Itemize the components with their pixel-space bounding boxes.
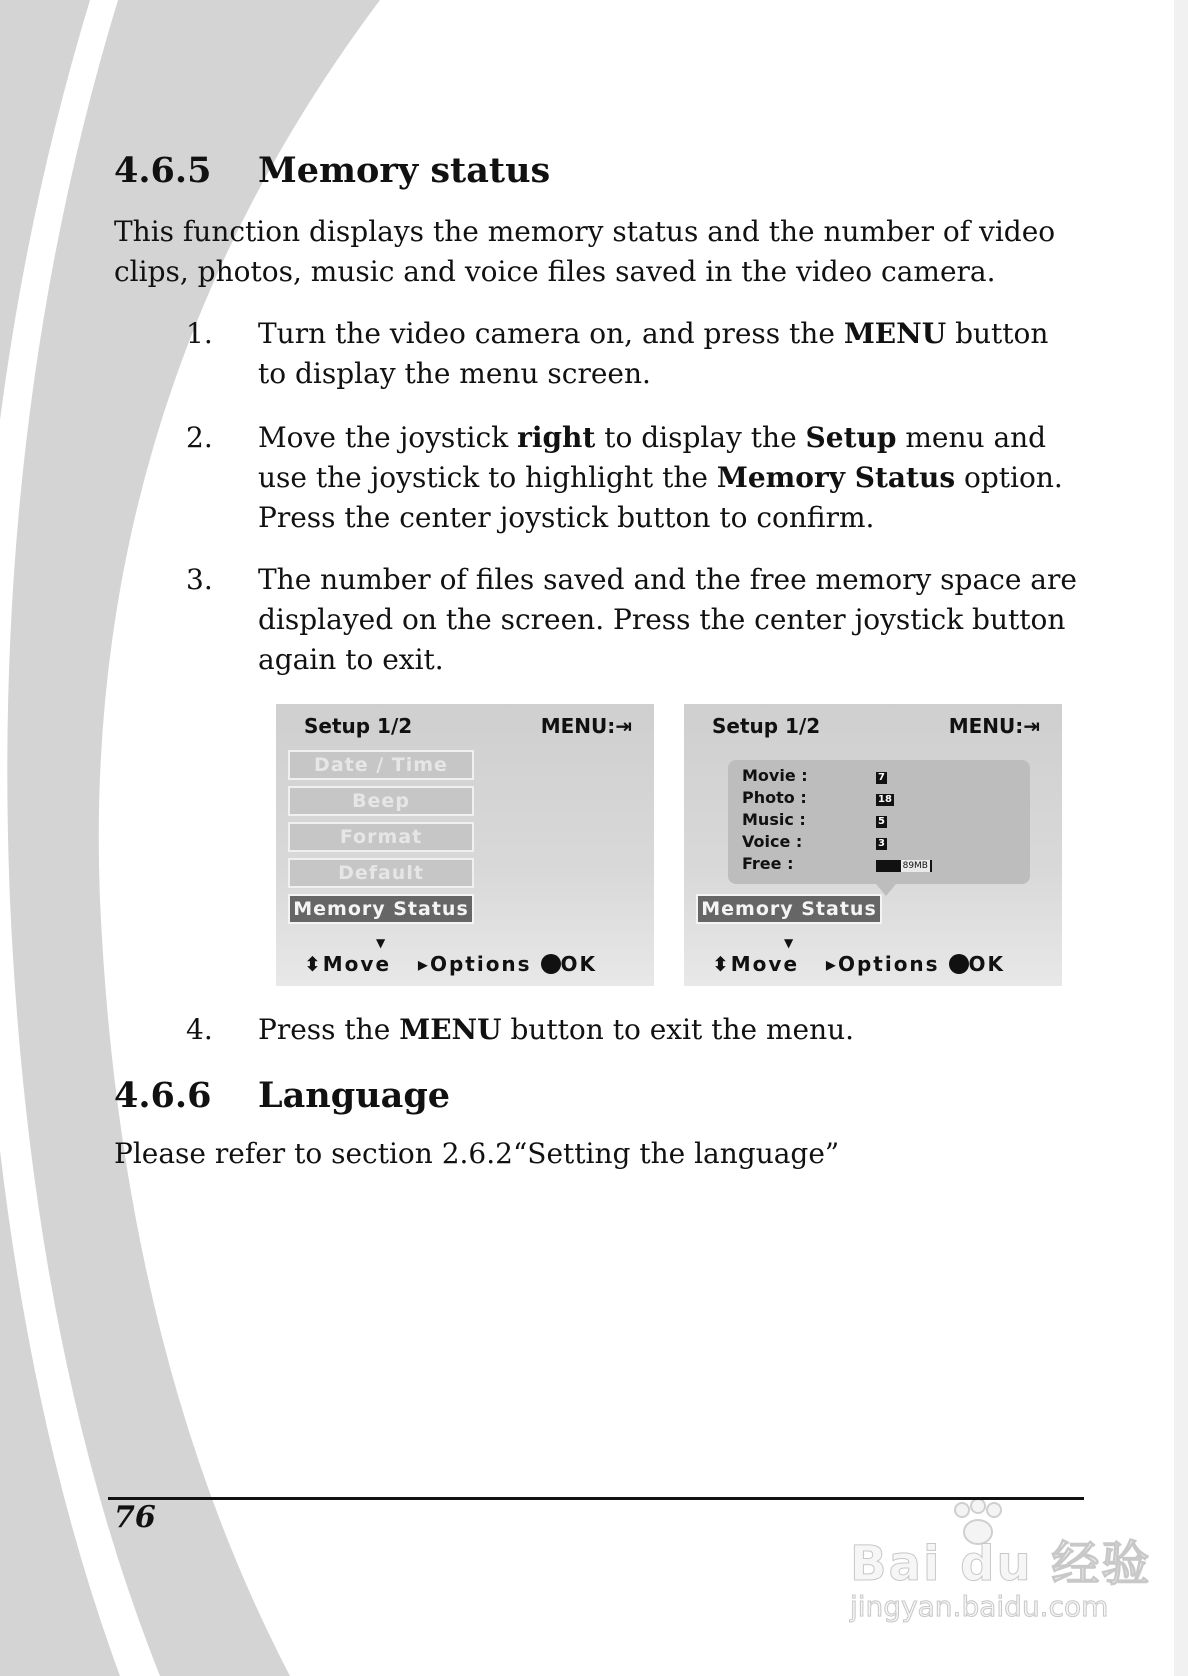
- language-paragraph: Please refer to section 2.6.2“Setting the language”: [114, 1137, 840, 1170]
- menu-item-date-time[interactable]: Date / Time: [288, 750, 474, 780]
- step-text: The number of files saved and the free memory space are displayed on the screen. Press the center joystick button again to exit.: [258, 563, 1077, 676]
- step-number: 4.: [186, 1013, 213, 1046]
- free-space-value: 89MB: [902, 861, 928, 871]
- music-count: 5: [878, 816, 885, 827]
- exit-icon: ⇥: [615, 714, 632, 738]
- voice-label: Voice :: [742, 832, 803, 851]
- movie-label: Movie :: [742, 766, 808, 785]
- ok-button-icon: [541, 954, 561, 974]
- scroll-down-icon: ▼: [784, 936, 794, 950]
- footer-rule: [108, 1497, 1084, 1500]
- step-text: Turn the video camera on, and press the MENU button to display the menu screen.: [258, 317, 1049, 390]
- screen-title: Setup 1/2: [712, 714, 821, 738]
- photo-count: 18: [878, 794, 892, 805]
- section-title: Memory status: [258, 150, 551, 191]
- screen-footer: ⬍Move ▸Options OK: [304, 952, 598, 976]
- music-label: Music :: [742, 810, 806, 829]
- movie-count: 7: [878, 772, 885, 783]
- step-text: Press the MENU button to exit the menu.: [258, 1013, 855, 1046]
- step-text: Move the joystick right to display the Setup menu and use the joystick to highlight the Memory Status option. Press the center joystick button to confirm.: [258, 421, 1063, 534]
- menu-item-beep[interactable]: Beep: [288, 786, 474, 816]
- menu-item-format[interactable]: Format: [288, 822, 474, 852]
- camera-screen-setup-menu: [276, 704, 654, 986]
- menu-exit-label: MENU:⇥: [948, 714, 1040, 738]
- step-number: 3.: [186, 563, 213, 596]
- menu-item-default[interactable]: Default: [288, 858, 474, 888]
- updown-arrow-icon: ⬍: [712, 952, 731, 976]
- screen-title: Setup 1/2: [304, 714, 413, 738]
- free-space-bar: [876, 860, 932, 872]
- section-number: 4.6.6: [114, 1075, 212, 1116]
- camera-screen-memory-status: [684, 704, 1062, 986]
- updown-arrow-icon: ⬍: [304, 952, 323, 976]
- step-number: 2.: [186, 421, 213, 454]
- section-number: 4.6.5: [114, 150, 212, 191]
- exit-icon: ⇥: [1023, 714, 1040, 738]
- photo-label: Photo :: [742, 788, 807, 807]
- free-label: Free :: [742, 854, 794, 873]
- step-number: 1.: [186, 317, 213, 350]
- right-arrow-icon: ▸: [825, 952, 838, 976]
- page-number: 76: [114, 1500, 156, 1535]
- menu-item-memory-status[interactable]: Memory Status: [288, 894, 474, 924]
- section-title: Language: [258, 1075, 451, 1116]
- ok-button-icon: [949, 954, 969, 974]
- scroll-down-icon: ▼: [376, 936, 386, 950]
- menu-item-memory-status[interactable]: Memory Status: [696, 894, 882, 924]
- intro-paragraph: This function displays the memory status and the number of video clips, photos, music and voice files saved in the video camera.: [114, 215, 1056, 288]
- memory-status-panel: [728, 760, 1030, 884]
- right-margin-strip: [1174, 0, 1188, 1676]
- right-arrow-icon: ▸: [417, 952, 430, 976]
- voice-count: 3: [878, 838, 885, 849]
- menu-exit-label: MENU:⇥: [540, 714, 632, 738]
- baidu-watermark: Bai du 经验 jingyan.baidu.com: [850, 1536, 1152, 1623]
- screen-footer: ⬍Move ▸Options OK: [712, 952, 1006, 976]
